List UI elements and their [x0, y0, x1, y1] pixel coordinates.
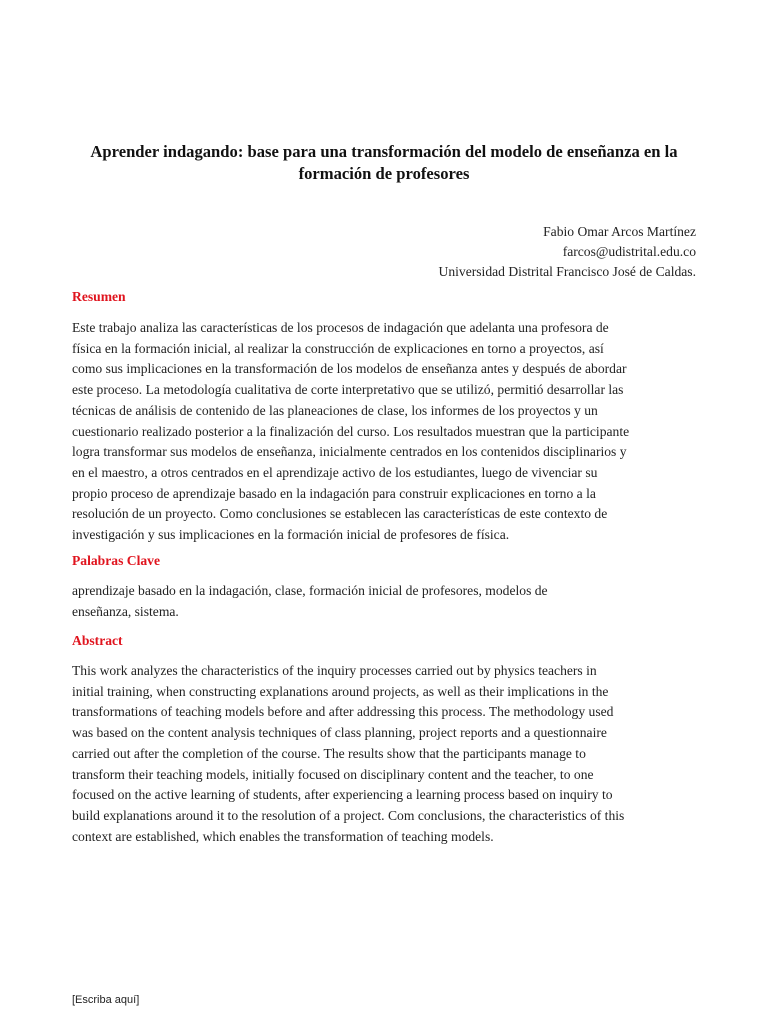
abstract-line: was based on the content analysis techniques of class planning, project reports and a questionnaire [72, 725, 607, 741]
abstract-paragraph [72, 661, 700, 847]
abstract-heading: Abstract [72, 633, 123, 648]
resumen-line: propio proceso de aprendizaje basado en la indagación para construir explicaciones en torno a la [72, 485, 596, 501]
paper-title [60, 141, 708, 185]
author-name: Fabio Omar Arcos Martínez [543, 224, 696, 239]
author-block [439, 222, 696, 282]
abstract-line: transform their teaching models, initially focused on disciplinary content and the teacher, to one [72, 766, 594, 782]
resumen-paragraph [72, 318, 700, 546]
footer-placeholder[interactable]: [Escriba aquí] [72, 994, 140, 1006]
palabras-clave-line: aprendizaje basado en la indagación, clase, formación inicial de profesores, modelos de [72, 583, 548, 598]
palabras-clave-line: enseñanza, sistema. [72, 603, 179, 619]
resumen-heading: Resumen [72, 289, 126, 304]
author-institution: Universidad Distrital Francisco José de Caldas. [438, 264, 696, 279]
palabras-clave-heading: Palabras Clave [72, 553, 160, 568]
resumen-line: física en la formación inicial, al realizar la construcción de explicaciones en torno a proyectos, así [72, 340, 604, 356]
abstract-line: initial training, when constructing explanations around projects, as well as their implications in the [72, 683, 609, 699]
paper-title-line-1: Aprender indagando: base para una transformación del modelo de enseñanza en la [90, 142, 678, 161]
resumen-line: cuestionario realizado posterior a la finalización del curso. Los resultados muestran que la participante [72, 423, 630, 439]
abstract-line: carried out after the completion of the course. The results show that the participants manage to [72, 745, 586, 761]
resumen-line: técnicas de análisis de contenido de las planeaciones de clase, los informes de los proyectos y un [72, 402, 598, 418]
author-email: farcos@udistrital.edu.co [562, 244, 696, 259]
abstract-line: build explanations around it to the resolution of a project. Com conclusions, the characteristics of this [72, 807, 625, 823]
resumen-line: logra transformar sus modelos de enseñanza, inicialmente centrados en los contenidos disciplinarios y [72, 444, 627, 460]
abstract-line: context are established, which enables the transformation of teaching models. [72, 828, 494, 844]
resumen-line: en el maestro, a otros centrados en el aprendizaje activo de los estudiantes, luego de vivenciar su [72, 464, 598, 480]
abstract-line: This work analyzes the characteristics of the inquiry processes carried out by physics teachers in [72, 663, 597, 678]
resumen-line: Este trabajo analiza las características de los procesos de indagación que adelanta una profesora de [72, 320, 609, 335]
palabras-clave-paragraph [72, 581, 700, 622]
resumen-line: como sus implicaciones en la transformación de los modelos de enseñanza antes y después de abordar [72, 361, 627, 377]
resumen-line: este proceso. La metodología cualitativa de corte interpretativo que se utilizó, permitió desarrollar las [72, 382, 624, 398]
abstract-line: focused on the active learning of students, after experiencing a learning process based on inquiry to [72, 787, 613, 803]
paper-title-line-2: formación de profesores [298, 164, 470, 183]
resumen-line: resolución de un proyecto. Como conclusiones se establecen las características de este contexto de [72, 506, 608, 522]
abstract-line: transformations of teaching models before and after addressing this process. The methodology used [72, 704, 614, 720]
resumen-line: investigación y sus implicaciones en la formación inicial de profesores de física. [72, 527, 510, 543]
